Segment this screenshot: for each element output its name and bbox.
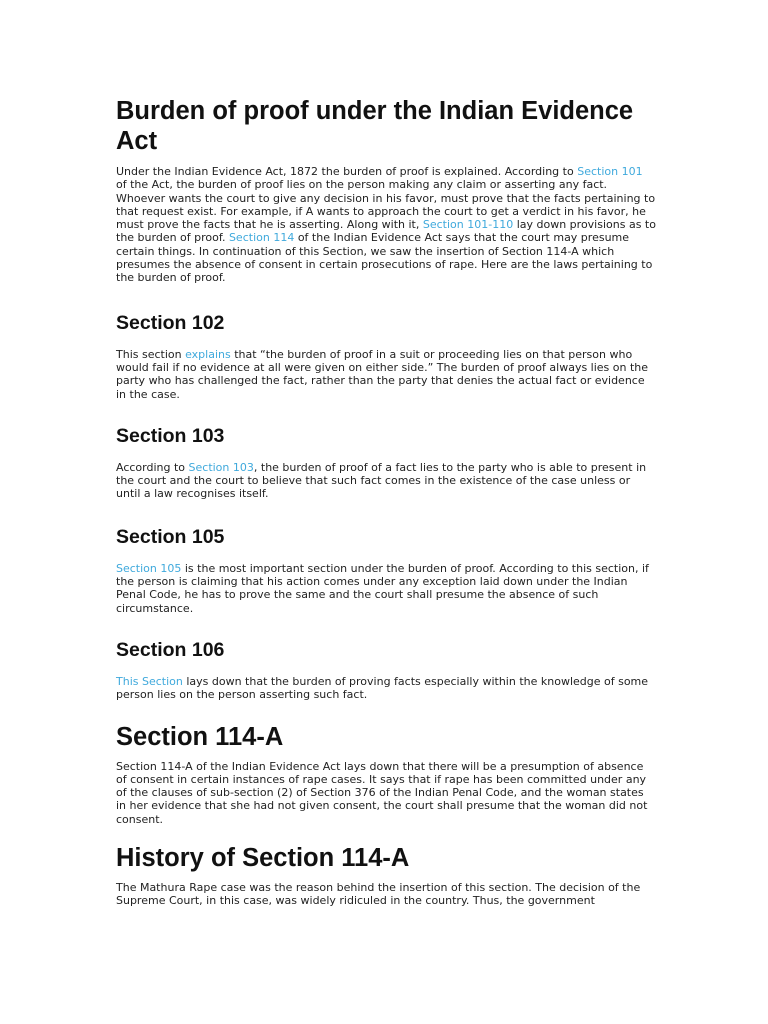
section-101-110-link[interactable]: Section 101-110 bbox=[422, 218, 514, 232]
section-106-heading: Section 106 bbox=[116, 638, 225, 661]
section-102-heading: Section 102 bbox=[116, 311, 225, 334]
section-103-paragraph bbox=[116, 461, 656, 501]
history-heading: History of Section 114-A bbox=[116, 844, 410, 873]
document-page bbox=[116, 96, 656, 908]
section-114a-paragraph: Section 114-A of the Indian Evidence Act lays down that there will be a presumption of absence of consent in certain instances of rape cases. It says that if rape has been committed under any of the clauses of sub-section (2) of Section 376 of the Indian Penal Code, and the woman states in her evidence that she had not given consent, the court shall presume that the woman did not consent. bbox=[116, 759, 648, 826]
section-105-paragraph bbox=[116, 562, 656, 615]
section-102-text-2: that “the burden of proof in a suit or proceeding lies on that person who would fail if no evidence at all were given on either side.” The burden of proof always lies on the party who has challenged the fact, rather than the party that denies the actual fact or evidence in the case. bbox=[116, 347, 649, 401]
section-105-text-1: is the most important section under the burden of proof. According to this section, if the person is claiming that his action comes under any exception laid down under the Indian Penal Code, he has to prove the same and the court shall presume the absence of such circumstance. bbox=[116, 561, 649, 615]
this-section-link[interactable]: This Section bbox=[116, 674, 183, 688]
section-106-paragraph bbox=[116, 675, 656, 702]
section-106-text-1: lays down that the burden of proving facts especially within the knowledge of some person lies on the person asserting such fact. bbox=[116, 674, 649, 702]
section-105-link[interactable]: Section 105 bbox=[116, 561, 182, 575]
intro-paragraph bbox=[116, 165, 656, 285]
section-102-paragraph bbox=[116, 348, 656, 401]
section-114a-heading: Section 114-A bbox=[116, 722, 284, 751]
history-paragraph: The Mathura Rape case was the reason behind the insertion of this section. The decision of the Supreme Court, in this case, was widely ridiculed in the country. Thus, the government bbox=[116, 881, 641, 908]
section-102-text-1: This section bbox=[116, 347, 186, 361]
page-title: Burden of proof under the Indian Evidence Act bbox=[116, 97, 634, 155]
section-103-link[interactable]: Section 103 bbox=[188, 460, 254, 474]
section-114-link[interactable]: Section 114 bbox=[228, 231, 295, 245]
intro-text-3: lay down provisions as to the burden of proof. bbox=[116, 218, 656, 245]
intro-text-1: Under the Indian Evidence Act, 1872 the burden of proof is explained. According to bbox=[116, 165, 578, 178]
section-103-text-2: , the burden of proof of a fact lies to the party who is able to present in the court and the court to believe that such fact comes in the existence of the case unless or until a law recognises itself. bbox=[116, 460, 647, 501]
intro-text-4: of the Indian Evidence Act says that the court may presume certain things. In continuation of this Section, we saw the insertion of Section 114-A which presumes the absence of consent in certain prosecutions of rape. Here are the laws pertaining to the burden of proof. bbox=[116, 231, 653, 285]
section-103-text-1: According to bbox=[116, 460, 189, 474]
section-105-heading: Section 105 bbox=[116, 525, 225, 548]
intro-text-2: of the Act, the burden of proof lies on the person making any claim or asserting any fact. Whoever wants the court to give any decision in his favor, must prove that the facts pertaining to that request exist. For example, if A wants to approach the court to get a verdict in his favor, he must prove the facts that he is asserting. Along with it, bbox=[116, 178, 656, 232]
section-101-link[interactable]: Section 101 bbox=[577, 165, 643, 178]
explains-link[interactable]: explains bbox=[185, 347, 231, 361]
section-103-heading: Section 103 bbox=[116, 424, 225, 447]
